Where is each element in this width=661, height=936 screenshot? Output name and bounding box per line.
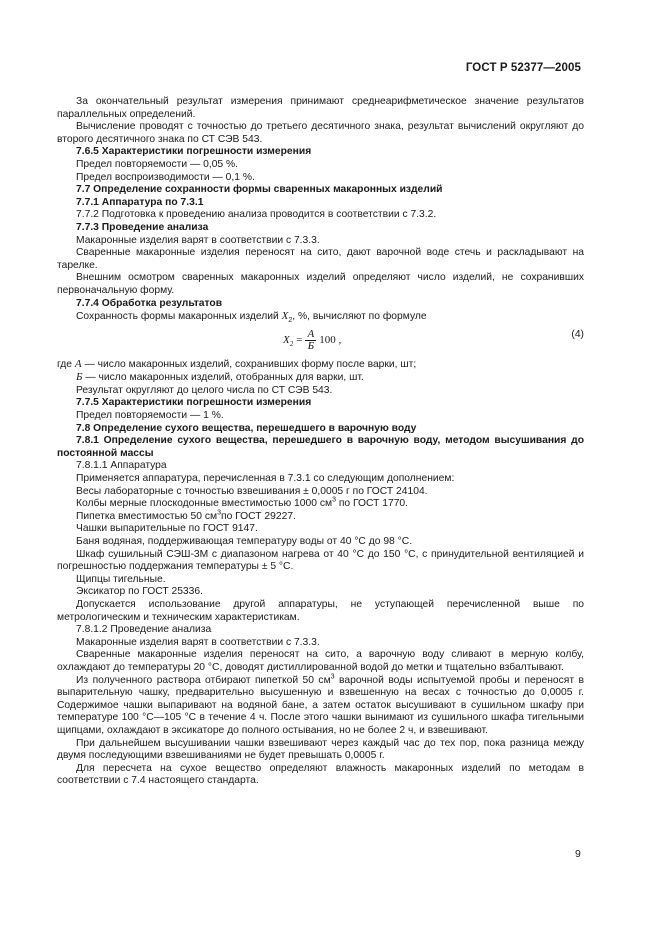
paragraph: Шкаф сушильный СЭШ-3М с диапазоном нагрева от 40 °С до 150 °С, с принудительной вентиляцией и погрешностью поддержания температуры ± 5 °С. [57,548,584,573]
section-heading: 7.7.3 Проведение анализа [76,221,209,233]
formula-expression [283,329,341,352]
paragraph: 7.7.2 Подготовка к проведению анализа проводится в соответствии с 7.3.2. [76,209,437,221]
fraction [305,329,316,352]
paragraph: Допускается использование другой аппаратуры, не уступающей перечисленной выше по метрологическим и техническим характеристикам. [57,598,584,623]
section-heading: 7.7 Определение сохранности формы сваренных макаронных изделий [76,184,443,196]
section-heading: 7.7.1 Аппаратура по 7.3.1 [76,196,204,208]
variable: А [74,357,82,370]
section-heading: 7.7.4 Обработка результатов [76,297,223,309]
paragraph: Применяется аппаратура, перечисленная в 7.3.1 со следующим дополнением: [76,473,455,485]
paragraph: Сваренные макаронные изделия переносят на сито, дают варочной воде стечь и раскладывают на тарелке. [57,247,584,271]
section-heading: 7.8.1 Определение сухого вещества, перешедшего в варочную воду, методом высушивания до постоянной массы [57,435,584,459]
paragraph: Предел повторяемости — 1 %. [76,410,224,422]
paragraph: Сваренные макаронные изделия переносят на сито, а варочную воду сливают в мерную колбу, охлаждают до температуры 20 °С, доводят дистиллированной водой до метки и тщательно взбалтывают. [57,649,584,673]
paragraph: Весы лабораторные с точностью взвешивания ± 0,0005 г по ГОСТ 24104. [76,485,428,497]
paragraph: За окончательный результат измерения принимают среднеарифметическое значение результатов параллельных определений. [57,96,584,120]
paragraph: При дальнейшем высушивании чашки взвешивают через каждый час до тех пор, пока разница между двумя последующими взвешиваниями не будет превышать 0,0005 г. [57,737,584,762]
denominator: Б [307,339,315,352]
paragraph: Эксикатор по ГОСТ 25336. [76,586,203,598]
paragraph: Предел повторяемости — 0,05 %. [76,158,239,170]
paragraph: Пипетка вместимостью 50 $см^3по$ ГОСТ 29227. [76,509,296,522]
formula [57,327,584,357]
paragraph: Щипцы тигельные. [76,573,166,585]
paragraph: Внешним осмотром сваренных макаронных изделий определяют число изделий, не сохранивших первоначальную форму. [57,272,584,296]
page-number: 9 [575,848,581,860]
paragraph: Результат округляют до целого числа по СТ СЭВ 543. [76,384,333,396]
numerator: А [307,327,315,340]
subsection-title: 7.8.1.2 Проведение анализа [76,624,212,636]
formula-multiplier: 100 , [319,333,342,346]
paragraph [57,310,584,324]
paragraph: Для пересчета на сухое вещество определяют влажность макаронных изделий по методам в соответствии с 7.4 настоящего стандарта. [57,762,584,787]
subscript: 2 [288,317,293,325]
page-body [57,96,584,788]
paragraph: Чашки выпарительные по ГОСТ 9147. [76,523,258,535]
section-heading: 7.6.5 Характеристики погрешности измерения [76,146,312,158]
paragraph: Макаронные изделия варят в соответствии с 7.3.3. [76,234,320,246]
section-heading: 7.8 Определение сухого вещества, перешедшего в варочную воду [76,422,417,434]
subsection-title: 7.8.1.1 Аппаратура [76,460,167,472]
equals-sign: = [296,333,303,346]
paragraph: Баня водяная, поддерживающая температуру воды от 40 °С до 98 °С. [76,536,413,547]
text-run: Сохранность формы макаронных изделий [76,311,279,323]
where-clause: Б — число макаронных изделий, отобранных для варки, шт. [76,371,364,384]
formula-lhs: $X_2$ [283,333,294,349]
text-run: , %, вычисляют по формуле [292,311,427,323]
section-heading: 7.7.5 Характеристики погрешности измерения [76,397,312,409]
paragraph: Вычисление проводят с точностью до третьего десятичного знака, результат вычислений округляют до второго десятичного знака по СТ СЭВ 543. [57,121,584,145]
where-clause: где А — число макаронных изделий, сохранивших форму после варки, шт; [57,357,417,370]
paragraph: Колбы мерные плоскодонные вместимостью 1000 $см^3$ по ГОСТ 1770. [76,496,409,510]
equation-number: (4) [571,328,584,340]
document-id: ГОСТ Р 52377—2005 [465,62,581,74]
variable: X [281,310,289,323]
paragraph: Предел воспроизводимости — 0,1 %. [76,171,255,183]
paragraph: Макаронные изделия варят в соответствии с 7.3.3. [76,636,320,648]
paragraph: Из полученного раствора отбирают пипеткой 50 $см^3$ варочной воды испытуемой пробы и переносят в выпарительную чашку, предварительно высушенную и взвешенную на весах с точностью до 0,0005 г. Содержимое чашки выпаривают на водяной бане, а затем остаток высушивают в сушильном шкафу при температуре 100 °С—105 °С в течение 4 ч. После этого чашки вынимают из сушильного шкафа тигельными щипцами, охлаждают в эксикаторе до полного остывания, но не более 2 ч, и взвешивают. [57,673,585,736]
variable: Б [76,371,83,384]
